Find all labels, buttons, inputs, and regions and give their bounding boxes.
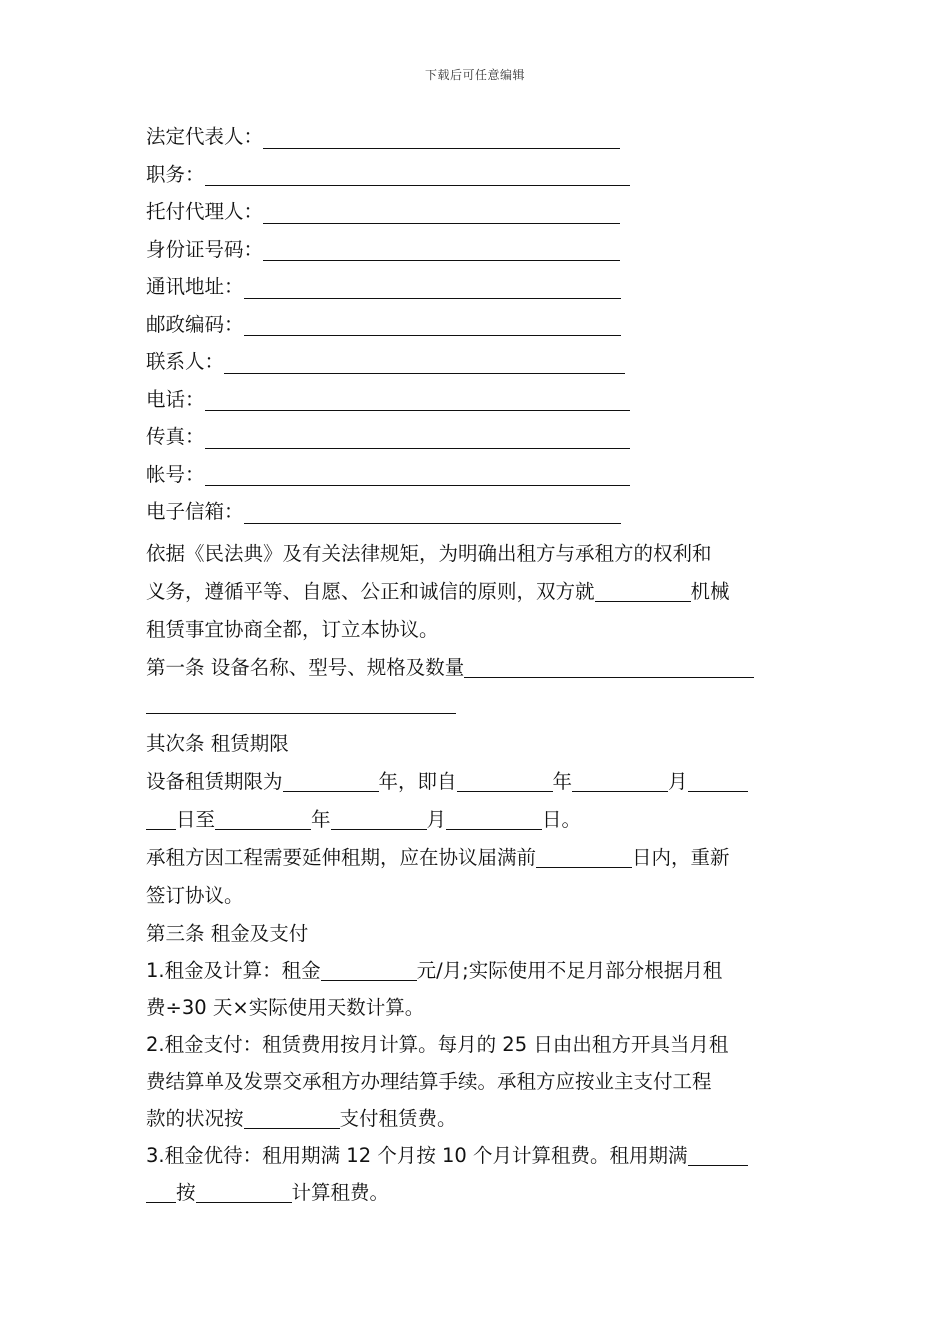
text: 月 (668, 769, 688, 793)
text-line (146, 839, 812, 877)
fill-blank[interactable] (688, 1141, 748, 1166)
field-label: 职务： (146, 162, 205, 186)
fill-blank[interactable] (321, 956, 417, 981)
text-line (146, 649, 812, 687)
text: 计算租费。 (291, 1180, 390, 1204)
fill-blank[interactable] (205, 459, 630, 486)
text: 年 (311, 807, 331, 831)
article-title: 第三条 租金及支付 (146, 921, 309, 945)
field-label: 法定代表人： (146, 125, 264, 148)
field-account (146, 456, 812, 494)
fill-blank[interactable] (244, 272, 621, 299)
article-1 (146, 649, 812, 714)
field-fax (146, 418, 812, 456)
field-label: 托付代理人： (146, 200, 264, 223)
field-label: 电子信箱： (146, 500, 244, 523)
fill-blank[interactable] (244, 1104, 340, 1129)
field-agent (146, 193, 812, 231)
text: 设备租赁期限为 (146, 769, 283, 793)
field-legal-representative (146, 118, 812, 156)
text: 日。 (542, 807, 582, 831)
fill-blank[interactable] (446, 805, 542, 830)
fill-blank[interactable] (283, 767, 379, 792)
fill-blank[interactable] (244, 497, 621, 524)
text: 日至 (176, 807, 216, 831)
field-label: 帐号： (146, 462, 205, 486)
field-label: 身份证号码： (146, 237, 264, 261)
field-label: 传真： (146, 425, 205, 448)
fill-blank[interactable] (572, 767, 668, 792)
text-line (146, 1100, 812, 1137)
field-contact (146, 343, 812, 381)
text: 支付租赁费。 (339, 1106, 457, 1130)
article-title: 其次条 租赁期限 (146, 731, 289, 755)
intro-paragraph (146, 535, 812, 649)
text: 元/月;实际使用不足月部分根据月租 (416, 958, 723, 982)
fill-blank[interactable] (595, 577, 691, 602)
fill-blank[interactable] (224, 347, 625, 374)
text-line (146, 801, 812, 839)
article-3 (146, 915, 812, 1211)
text-line: 依据《民法典》及有关法律规矩，为明确出租方与承租方的权利和 (146, 541, 712, 565)
text-line: 2.租金支付：租赁费用按月计算。每月的 25 日由出租方开具当月租 (146, 1032, 729, 1056)
field-address (146, 268, 812, 306)
field-position (146, 156, 812, 194)
fill-blank[interactable] (464, 653, 754, 678)
field-label: 邮政编码： (146, 312, 244, 336)
article-title: 第一条 设备名称、型号、规格及数量 (146, 655, 465, 679)
fill-blank[interactable] (263, 197, 620, 224)
fill-blank[interactable] (146, 687, 456, 714)
text-line: 费÷30 天×实际使用天数计算。 (146, 995, 425, 1019)
text-line (146, 573, 812, 611)
text-line: 租赁事宜协商全都，订立本协议。 (146, 617, 439, 641)
field-label: 联系人： (146, 350, 225, 373)
fill-blank[interactable] (205, 159, 630, 186)
text: 3.租金优待：租用期满 12 个月按 10 个月计算租费。租用期满 (146, 1143, 688, 1167)
text-line: 费结算单及发票交承租方办理结算手续。承租方应按业主支付工程 (146, 1069, 712, 1093)
fill-blank[interactable] (196, 1178, 292, 1203)
fill-blank[interactable] (263, 234, 620, 261)
text: 款的状况按 (146, 1106, 244, 1130)
page-header: 下载后可任意编辑 (424, 68, 525, 82)
text: 年 (552, 769, 573, 793)
text-line: 签订协议。 (146, 883, 244, 907)
fill-blank[interactable] (536, 843, 632, 868)
fill-blank[interactable] (688, 767, 748, 792)
text-line (146, 952, 812, 989)
field-phone (146, 381, 812, 419)
field-label: 电话： (146, 387, 205, 411)
field-email (146, 493, 812, 531)
fill-blank[interactable] (205, 422, 630, 449)
text: 按 (176, 1180, 196, 1204)
fill-blank[interactable] (146, 805, 176, 830)
text: 日内，重新 (632, 845, 730, 869)
field-label: 通讯地址： (146, 275, 244, 298)
fill-blank[interactable] (215, 805, 311, 830)
text: 年，即自 (378, 769, 457, 793)
document-body (146, 118, 812, 1211)
field-postcode (146, 306, 812, 344)
text: 义务，遵循平等、自愿、公正和诚信的原则，双方就 (146, 579, 595, 603)
text: 机械 (690, 579, 730, 603)
text-line (146, 1174, 812, 1211)
text: 月 (426, 807, 447, 831)
text-line (146, 1137, 812, 1174)
fill-blank[interactable] (205, 384, 630, 411)
text: 承租方因工程需要延伸租期，应在协议届满前 (146, 845, 537, 869)
text: 1.租金及计算：租金 (146, 958, 321, 982)
fill-blank[interactable] (263, 122, 620, 149)
fill-blank[interactable] (331, 805, 427, 830)
field-id-number (146, 231, 812, 269)
fill-blank[interactable] (146, 1178, 176, 1203)
fill-blank[interactable] (244, 309, 621, 336)
text-line (146, 763, 812, 801)
article-2 (146, 725, 812, 915)
fill-blank[interactable] (457, 767, 553, 792)
